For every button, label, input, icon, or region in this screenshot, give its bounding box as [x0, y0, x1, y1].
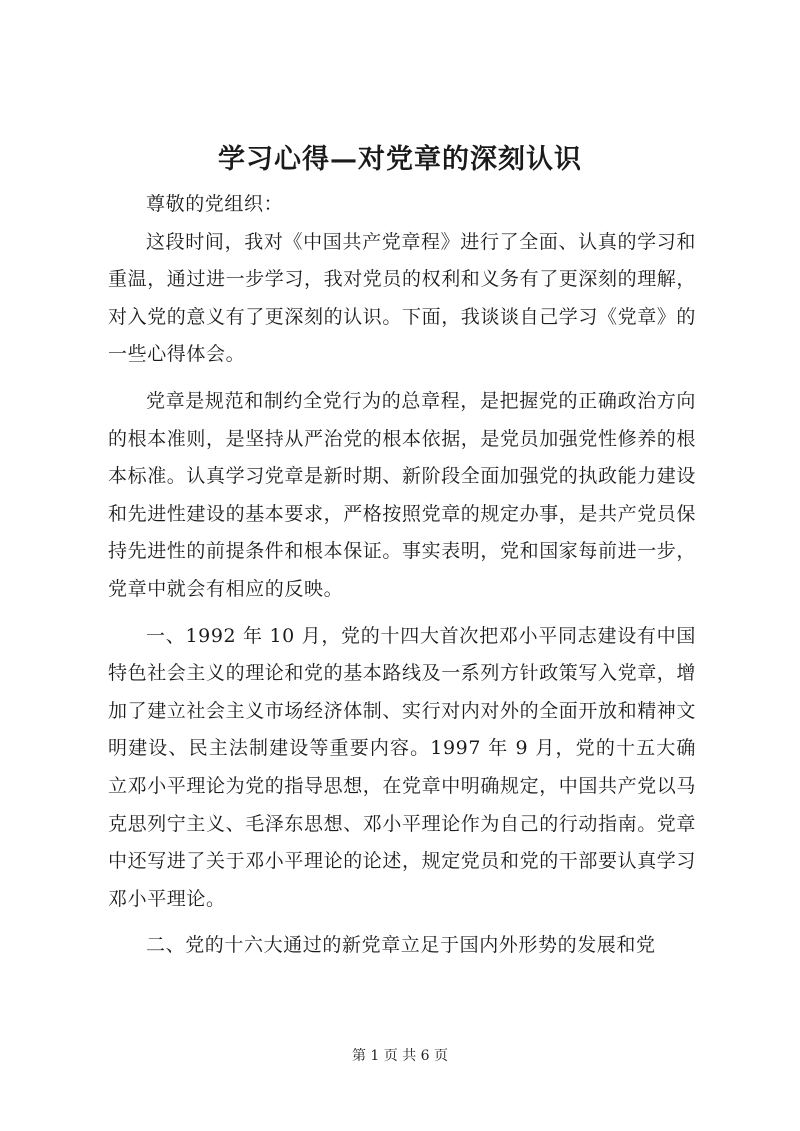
paragraph-4: 二、党的十六大通过的新党章立足于国内外形势的发展和党 [146, 934, 656, 957]
paragraph-3: 一、1992 年 10 月，党的十四大首次把邓小平同志建设有中国特色社会主义的理论和党的基本路线及一系列方针政策写入党章，增加了建立社会主义市场经济体制、实行对内对外的全面开放和精神文明建设、民主法制建设等重要内容。1997 年 9 月，党的十五大确立邓小平理论为党的指导思想，在党章中明确规定，中国共产党以马克思列宁主义、毛泽东思想、邓小平理论作为自己的行动指南。党章中还写进了关于邓小平理论的论述，规定党员和党的干部要认真学习邓小平理论。 [108, 624, 697, 910]
paragraph-2: 党章是规范和制约全党行为的总章程，是把握党的正确政治方向的根本准则，是坚持从严治党的根本依据，是党员加强党性修养的根本标准。认真学习党章是新时期、新阶段全面加强党的执政能力建设和先进性建设的基本要求，严格按照党章的规定办事，是共产党员保持先进性的前提条件和根本保证。事实表明，党和国家每前进一步，党章中就会有相应的反映。 [108, 389, 697, 600]
salutation: 尊敬的党组织： [146, 193, 284, 215]
document-title: 学习心得—对党章的深刻认识 [218, 144, 582, 175]
page-footer: 第 1 页 共 6 页 [351, 1048, 449, 1064]
document-body [108, 186, 696, 965]
paragraph-1: 这段时间，我对《中国共产党章程》进行了全面、认真的学习和重温，通过进一步学习，我对党员的权利和义务有了更深刻的理解，对入党的意义有了更深刻的认识。下面，我谈谈自己学习《党章》的一些心得体会。 [108, 230, 697, 366]
